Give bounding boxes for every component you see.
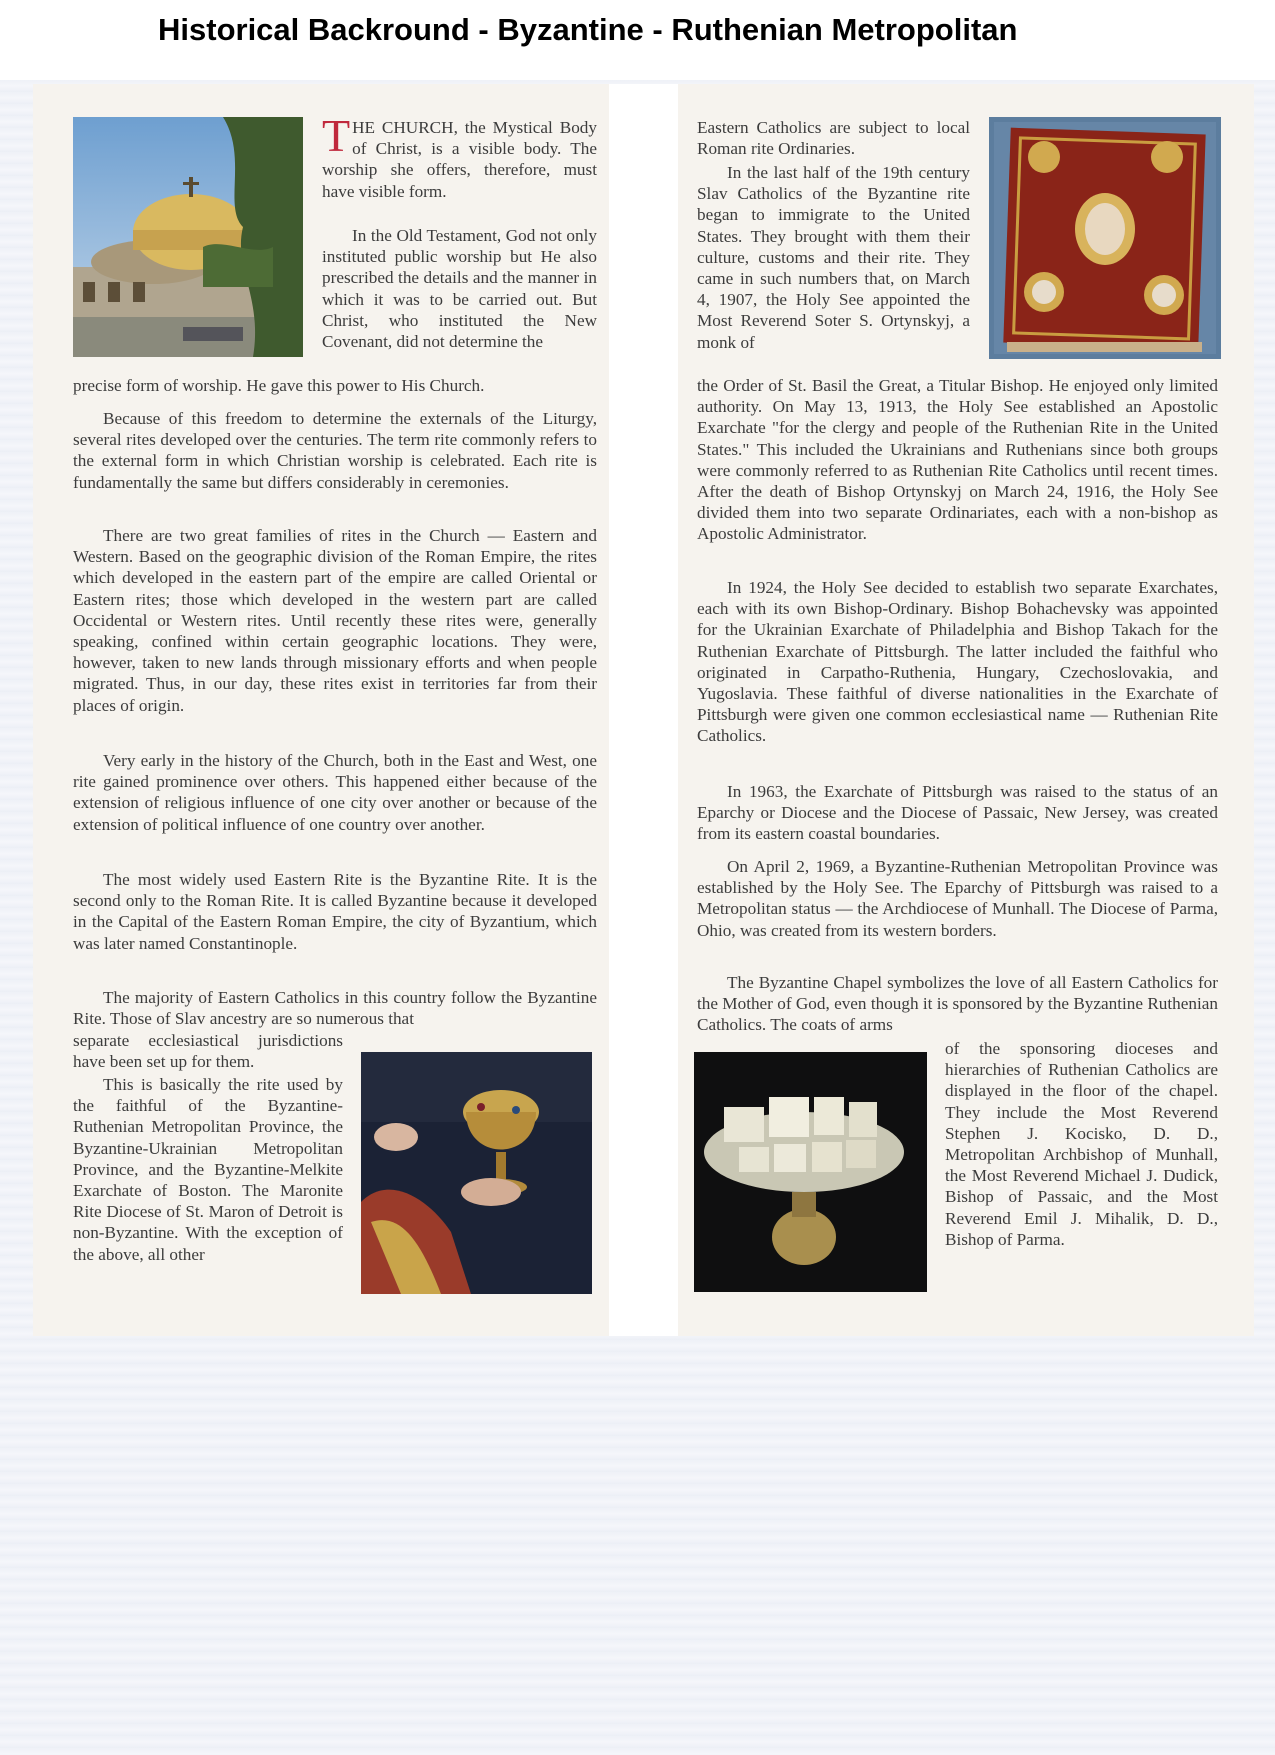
paragraph-immigration: In the last half of the 19th century Slav Catholics of the Byzantine rite began to immigrate to the United States. They brought with them their culture, customs and their rite. They came in such numbers that, on March 4, 1907, the Holy See appointed the Most Reverend Soter S. Ortynskyj, a monk of [697,163,970,352]
paragraph-faithful-usage: This is basically the rite used by the faithful of the Byzantine-Ruthenian Metropolitan Province, the Byzantine-Ukrainian Metropolitan Province, and the Byzantine-Melkite Exarchate of Boston. The Maronite Rite Diocese of St. Maron of Detroit is non-Byzantine. With the exception of the above, all other [73,1075,343,1264]
paragraph-old-testament-end: precise form of worship. He gave this power to His Church. [73,376,485,395]
paragraph-byzantine-chapel-end: of the sponsoring dioceses and hierarchies of Ruthenian Catholics are displayed in the floor of the chapel. They include the Most Reverend Stephen J. Kocisko, D. D., Metropolitan Archbishop of Munhall, the Most Reverend Michael J. Dudick, Bishop of Passaic, and the Most Reverend Emil J. Mihalik, D. D., Bishop of Parma. [945,1039,1218,1249]
paragraph-exarchates: In 1924, the Holy See decided to establish two separate Exarchates, each with its own Bishop-Ordinary. Bishop Bohachevsky was appointed for the Ukrainian Exarchate of Philadelphia and Bishop Takach for the Ruthenian Exarchate of Pittsburgh. The latter included the faithful who originated in Carpatho-Ruthenia, Hungary, Czechoslovakia, and Yugoslavia. These faithful of diverse nationalities in the Exarchate of Pittsburgh were given one common ecclesiastical name — Ruthenian Rite Catholics. [697,578,1218,746]
paragraph-prominence: Very early in the history of the Church, both in the East and West, one rite gained prominence over others. This happened either because of the extension of religious influence of one city over another or because of the extension of political influence of one country over another. [73,751,597,834]
paragraph-subject-ordinaries: Eastern Catholics are subject to local Roman rite Ordinaries. [697,118,970,159]
paragraph-eparchy: In 1963, the Exarchate of Pittsburgh was raised to the status of an Eparchy or Diocese and the Diocese of Passaic, New Jersey, was created from its eastern coastal boundaries. [697,782,1218,844]
page-gutter [609,84,678,1336]
drop-cap: T [322,110,351,161]
paragraph-immigration-end: the Order of St. Basil the Great, a Titular Bishop. He enjoyed only limited authority. On May 13, 1913, the Holy See established an Apostolic Exarchate "for the clergy and people of the Ruthenian Rite in the United States." This included the Ukrainians and Ruthenians since both groups were commonly referred to as Ruthenian Rite Catholics until recent times. After the death of Bishop Ortynskyj on March 24, 1916, the Holy See divided them into two separate Ordinariates, each with a non-bishop as Apostolic Administrator. [697,376,1218,544]
paragraph-metropolitan-province: On April 2, 1969, a Byzantine-Ruthenian Metropolitan Province was established by the Holy See. The Eparchy of Pittsburgh was raised to a Metropolitan status — the Archdiocese of Munhall. The Diocese of Parma, Ohio, was created from its western borders. [697,857,1218,940]
paragraph-majority-end: separate ecclesiastical jurisdictions have been set up for them. [73,1031,343,1072]
bread-dish-photo [694,1052,927,1292]
paragraph-majority: The majority of Eastern Catholics in this country follow the Byzantine Rite. Those of Slav ancestry are so numerous that [73,988,597,1029]
paragraph-rites-freedom: Because of this freedom to determine the externals of the Liturgy, several rites developed over the centuries. The term rite commonly refers to the external form in which Christian worship is celebrated. Each rite is fundamentally the same but differs considerably in ceremonies. [73,409,597,492]
page-title: Historical Backround - Byzantine - Ruthenian Metropolitan [158,12,1018,47]
paragraph-byzantine-chapel: The Byzantine Chapel symbolizes the love of all Eastern Catholics for the Mother of God, even though it is sponsored by the Byzantine Ruthenian Catholics. The coats of arms [697,973,1218,1035]
paragraph-intro [322,110,597,202]
paragraph-byzantine-rite: The most widely used Eastern Rite is the Byzantine Rite. It is the second only to the Roman Rite. It is called Byzantine because it developed in the Capital of the Eastern Roman Empire, the city of Byzantium, which was later named Constantinople. [73,870,597,953]
gospel-book-photo [989,117,1221,359]
church-dome-photo [73,117,303,357]
paragraph-intro-text: HE CHURCH, the Mystical Body of Christ, is a visible body. The worship she offers, therefore, must have visible form. [322,118,597,201]
header-bar [0,0,1275,80]
chalice-photo [361,1052,592,1294]
paragraph-families-of-rites: There are two great families of rites in the Church — Eastern and Western. Based on the geographic division of the Roman Empire, the rites which developed in the eastern part of the empire are called Oriental or Eastern rites; those which developed in the western part are called Occidental or Western rites. Until recently these rites were, generally speaking, confined within certain geographic locations. They were, however, taken to new lands through missionary efforts and when people migrated. Thus, in our day, these rites exist in territories far from their places of origin. [73,526,597,715]
paragraph-old-testament: In the Old Testament, God not only instituted public worship but He also prescribed the details and the manner in which it was to be carried out. But Christ, who instituted the New Covenant, did not determine the [322,226,597,352]
